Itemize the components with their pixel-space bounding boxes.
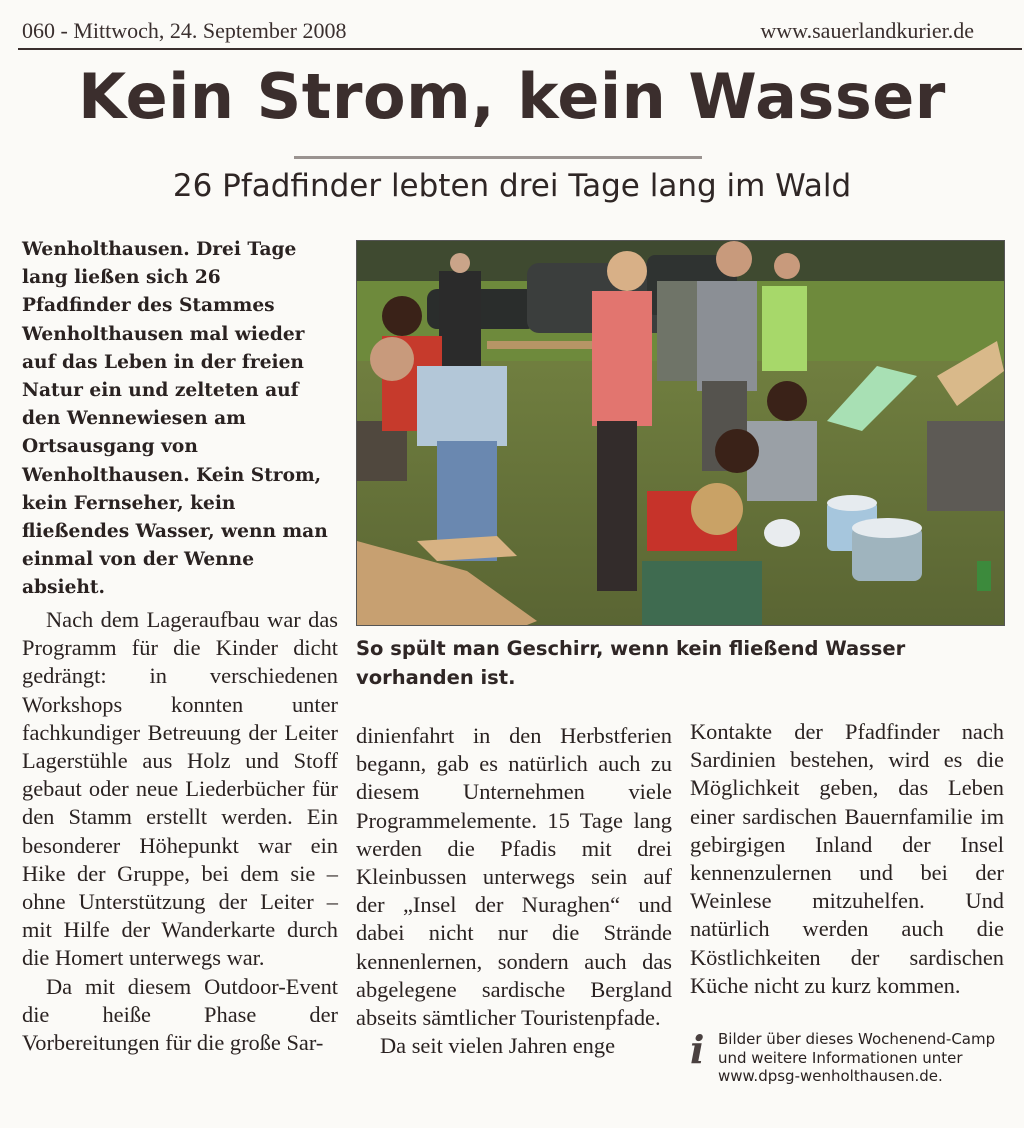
info-icon: i bbox=[690, 1027, 705, 1072]
headline-divider bbox=[294, 156, 702, 159]
body-paragraph: dinienfahrt in den Herbstferien begann, gab es natürlich auch zu diesem Unternehmen viele Programmelemente. 15 Tage lang werden die Pfadis mit drei Kleinbussen unterwegs sein auf der „Insel der Nuraghen“ und dabei nicht nur die Strände kennenlernen, sondern auch das abgelegene sardische Bergland abseits sämtlicher Touristenpfade. bbox=[356, 723, 672, 1031]
body-column-3 bbox=[690, 718, 1004, 1000]
body-column-1 bbox=[22, 606, 338, 1057]
article-lead: Wenholthausen. Drei Tage lang ließen sich 26 Pfadfinder des Stammes Wenholthausen mal wieder auf das Leben in der freien Natur ein und zelteten auf den Wennewiesen am Ortsausgang von Wenholthausen. Kein Strom, kein Fernseher, kein fließendes Wasser, wenn man einmal von der Wenne absieht. bbox=[22, 239, 328, 599]
article-headline: Kein Strom, kein Wasser bbox=[78, 60, 946, 133]
article-subheadline: 26 Pfadfinder lebten drei Tage lang im Wald bbox=[172, 168, 852, 204]
website-url: www.sauerlandkurier.de bbox=[760, 18, 974, 43]
body-column-2 bbox=[356, 722, 672, 1060]
scout-camp-photo bbox=[357, 241, 1004, 625]
issue-date-line: 060 - Mittwoch, 24. September 2008 bbox=[22, 18, 347, 43]
info-text: Bilder über dieses Wochenend-Camp und weitere Informationen unter www.dpsg-wenholthausen.de. bbox=[718, 1030, 996, 1086]
header-divider bbox=[18, 48, 1022, 50]
article-photo bbox=[356, 240, 1005, 626]
body-paragraph: Da mit diesem Outdoor-Event die heiße Phase der Vorbereitungen für die große Sar- bbox=[22, 973, 338, 1056]
photo-caption: So spült man Geschirr, wenn kein fließend Wasser vorhanden ist. bbox=[356, 637, 906, 689]
body-paragraph: Nach dem Lageraufbau war das Programm für die Kinder dicht gedrängt: in verschiedenen Workshops konnten unter fachkundiger Betreuung der Leiter Lagerstühle aus Holz und Stoff gebaut oder neue Liederbücher für den Stamm erstellt werden. Ein besonderer Höhepunkt war ein Hike der Gruppe, bei dem sie – ohne Unterstützung der Leiter – mit Hilfe der Wanderkarte durch die Homert unterwegs war. bbox=[22, 607, 338, 971]
body-paragraph: Kontakte der Pfadfinder nach Sardinien bestehen, wird es die Möglichkeit geben, das Leben einer sardischen Bauernfamilie im gebirgigen Inland der Insel kennenzulernen und bei der Weinlese mitzuhelfen. Und natürlich werden auch die Köstlichkeiten der sardischen Küche nicht zu kurz kommen. bbox=[690, 719, 1004, 998]
body-paragraph: Da seit vielen Jahren enge bbox=[380, 1033, 616, 1059]
